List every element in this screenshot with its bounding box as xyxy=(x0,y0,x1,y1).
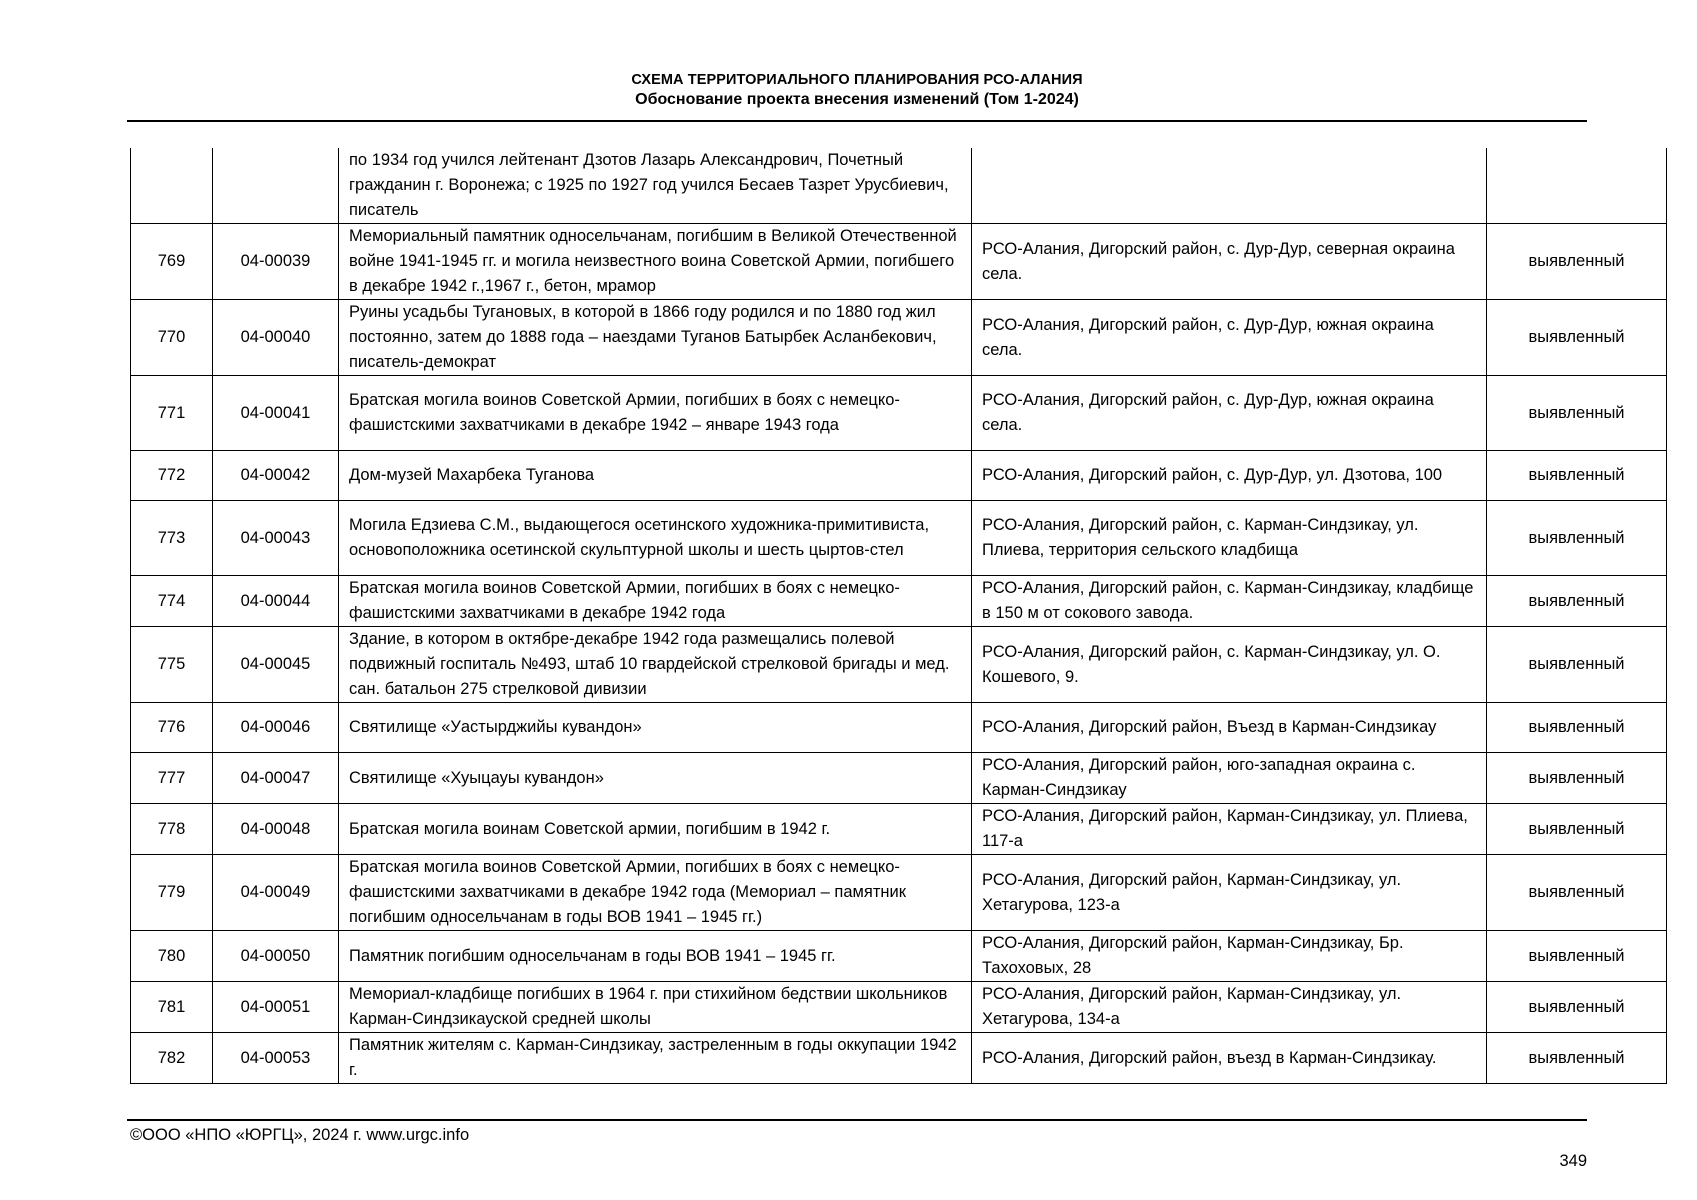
cell-num: 777 xyxy=(131,753,213,804)
table-row xyxy=(131,804,1667,855)
cell-code: 04-00050 xyxy=(213,931,339,982)
cell-address: РСО-Алания, Дигорский район, Карман-Синдзикау, ул. Хетагурова, 134-а xyxy=(972,982,1487,1033)
cell-code: 04-00041 xyxy=(213,376,339,451)
cell-code: 04-00049 xyxy=(213,855,339,931)
cell-code: 04-00046 xyxy=(213,703,339,753)
cell-address: РСО-Алания, Дигорский район, с. Дур-Дур, южная окраина села. xyxy=(972,300,1487,376)
cell-code: 04-00053 xyxy=(213,1033,339,1084)
cell-code: 04-00043 xyxy=(213,501,339,576)
cell-code: 04-00048 xyxy=(213,804,339,855)
cell-num: 778 xyxy=(131,804,213,855)
cell-num: 782 xyxy=(131,1033,213,1084)
cell-code xyxy=(213,148,339,224)
cell-name: по 1934 год учился лейтенант Дзотов Лазарь Александрович, Почетный гражданин г. Воронежа; с 1925 по 1927 год учился Бесаев Тазрет Урусбиевич, писатель xyxy=(339,148,972,224)
cell-num: 770 xyxy=(131,300,213,376)
cell-num: 781 xyxy=(131,982,213,1033)
footer-copyright: ©ООО «НПО «ЮРГЦ», 2024 г. www.urgc.info xyxy=(130,1126,470,1144)
cell-num xyxy=(131,148,213,224)
cell-num: 771 xyxy=(131,376,213,451)
header-rule xyxy=(127,120,1587,122)
cell-address: РСО-Алания, Дигорский район, въезд в Карман-Синдзикау. xyxy=(972,1033,1487,1084)
cell-address: РСО-Алания, Дигорский район, с. Карман-Синдзикау, ул. Плиева, территория сельского кладбища xyxy=(972,501,1487,576)
cell-name: Святилище «Хуыцауы кувандон» xyxy=(339,753,972,804)
document-subtitle: Обоснование проекта внесения изменений (Том 1-2024) xyxy=(635,91,1079,108)
cell-name: Святилище «Уастырджийы кувандон» xyxy=(339,703,972,753)
table-row xyxy=(131,855,1667,931)
cell-name: Мемориальный памятник односельчанам, погибшим в Великой Отечественной войне 1941-1945 гг. и могила неизвестного воина Советской Армии, погибшего в декабре 1942 г.,1967 г., бетон, мрамор xyxy=(339,224,972,300)
cell-name: Дом-музей Махарбека Туганова xyxy=(339,451,972,501)
cell-status: выявленный xyxy=(1487,804,1667,855)
cell-name: Братская могила воинов Советской Армии, погибших в боях с немецко-фашистскими захватчиками в декабре 1942 года xyxy=(339,576,972,627)
cell-name: Могила Едзиева С.М., выдающегося осетинского художника-примитивиста, основоположника осетинской скульптурной школы и шесть цыртов-стел xyxy=(339,501,972,576)
cell-code: 04-00045 xyxy=(213,627,339,703)
cell-status: выявленный xyxy=(1487,627,1667,703)
table-row xyxy=(131,300,1667,376)
table-row xyxy=(131,376,1667,451)
table-row xyxy=(131,224,1667,300)
cell-num: 769 xyxy=(131,224,213,300)
cell-code: 04-00040 xyxy=(213,300,339,376)
cell-address: РСО-Алания, Дигорский район, Карман-Синдзикау, Бр. Тахоховых, 28 xyxy=(972,931,1487,982)
cell-name: Памятник жителям с. Карман-Синдзикау, застреленным в годы оккупации 1942 г. xyxy=(339,1033,972,1084)
cell-status: выявленный xyxy=(1487,1033,1667,1084)
cell-address: РСО-Алания, Дигорский район, юго-западная окраина с. Карман-Синдзикау xyxy=(972,753,1487,804)
cell-name: Руины усадьбы Тугановых, в которой в 1866 году родился и по 1880 год жил постоянно, затем до 1888 года – наездами Туганов Батырбек Асланбекович, писатель-демократ xyxy=(339,300,972,376)
cell-address: РСО-Алания, Дигорский район, Въезд в Карман-Синдзикау xyxy=(972,703,1487,753)
table-row xyxy=(131,931,1667,982)
cell-address: РСО-Алания, Дигорский район, с. Дур-Дур, северная окраина села. xyxy=(972,224,1487,300)
cell-num: 775 xyxy=(131,627,213,703)
cell-status: выявленный xyxy=(1487,855,1667,931)
table-row xyxy=(131,982,1667,1033)
footer-rule xyxy=(127,1119,1587,1121)
cell-status: выявленный xyxy=(1487,931,1667,982)
cell-status: выявленный xyxy=(1487,300,1667,376)
cell-code: 04-00042 xyxy=(213,451,339,501)
cell-num: 776 xyxy=(131,703,213,753)
table-row xyxy=(131,576,1667,627)
monuments-table xyxy=(130,148,1667,1084)
cell-status: выявленный xyxy=(1487,703,1667,753)
cell-num: 774 xyxy=(131,576,213,627)
cell-code: 04-00044 xyxy=(213,576,339,627)
cell-code: 04-00051 xyxy=(213,982,339,1033)
cell-num: 773 xyxy=(131,501,213,576)
cell-address: РСО-Алания, Дигорский район, с. Карман-Синдзикау, кладбище в 150 м от сокового завода. xyxy=(972,576,1487,627)
cell-name: Братская могила воинам Советской армии, погибшим в 1942 г. xyxy=(339,804,972,855)
cell-num: 779 xyxy=(131,855,213,931)
table-row xyxy=(131,703,1667,753)
page-number: 349 xyxy=(1559,1152,1587,1170)
cell-name: Памятник погибшим односельчанам в годы ВОВ 1941 – 1945 гг. xyxy=(339,931,972,982)
table-row xyxy=(131,627,1667,703)
cell-status: выявленный xyxy=(1487,982,1667,1033)
cell-status: выявленный xyxy=(1487,576,1667,627)
cell-address xyxy=(972,148,1487,224)
cell-status: выявленный xyxy=(1487,224,1667,300)
cell-name: Братская могила воинов Советской Армии, погибших в боях с немецко-фашистскими захватчиками в декабре 1942 года (Мемориал – памятник погибшим односельчанам в годы ВОВ 1941 – 1945 гг.) xyxy=(339,855,972,931)
cell-address: РСО-Алания, Дигорский район, Карман-Синдзикау, ул. Хетагурова, 123-а xyxy=(972,855,1487,931)
cell-status: выявленный xyxy=(1487,501,1667,576)
cell-status: выявленный xyxy=(1487,451,1667,501)
table-row xyxy=(131,451,1667,501)
cell-address: РСО-Алания, Дигорский район, с. Дур-Дур, южная окраина села. xyxy=(972,376,1487,451)
table-row xyxy=(131,1033,1667,1084)
table-row xyxy=(131,753,1667,804)
cell-address: РСО-Алания, Дигорский район, Карман-Синдзикау, ул. Плиева, 117-а xyxy=(972,804,1487,855)
cell-status: выявленный xyxy=(1487,376,1667,451)
cell-address: РСО-Алания, Дигорский район, с. Дур-Дур, ул. Дзотова, 100 xyxy=(972,451,1487,501)
cell-status: выявленный xyxy=(1487,753,1667,804)
table-row-continuation xyxy=(131,148,1667,224)
cell-name: Братская могила воинов Советской Армии, погибших в боях с немецко-фашистскими захватчиками в декабре 1942 – январе 1943 года xyxy=(339,376,972,451)
cell-status xyxy=(1487,148,1667,224)
cell-num: 772 xyxy=(131,451,213,501)
cell-name: Здание, в котором в октябре-декабре 1942 года размещались полевой подвижный госпиталь №493, штаб 10 гвардейской стрелковой бригады и мед. сан. батальон 275 стрелковой дивизии xyxy=(339,627,972,703)
cell-name: Мемориал-кладбище погибших в 1964 г. при стихийном бедствии школьников Карман-Синдзикауской средней школы xyxy=(339,982,972,1033)
document-title: СХЕМА ТЕРРИТОРИАЛЬНОГО ПЛАНИРОВАНИЯ РСО-АЛАНИЯ xyxy=(631,72,1083,88)
page-header xyxy=(127,72,1587,109)
table-row xyxy=(131,501,1667,576)
cell-address: РСО-Алания, Дигорский район, с. Карман-Синдзикау, ул. О. Кошевого, 9. xyxy=(972,627,1487,703)
cell-code: 04-00039 xyxy=(213,224,339,300)
cell-num: 780 xyxy=(131,931,213,982)
cell-code: 04-00047 xyxy=(213,753,339,804)
